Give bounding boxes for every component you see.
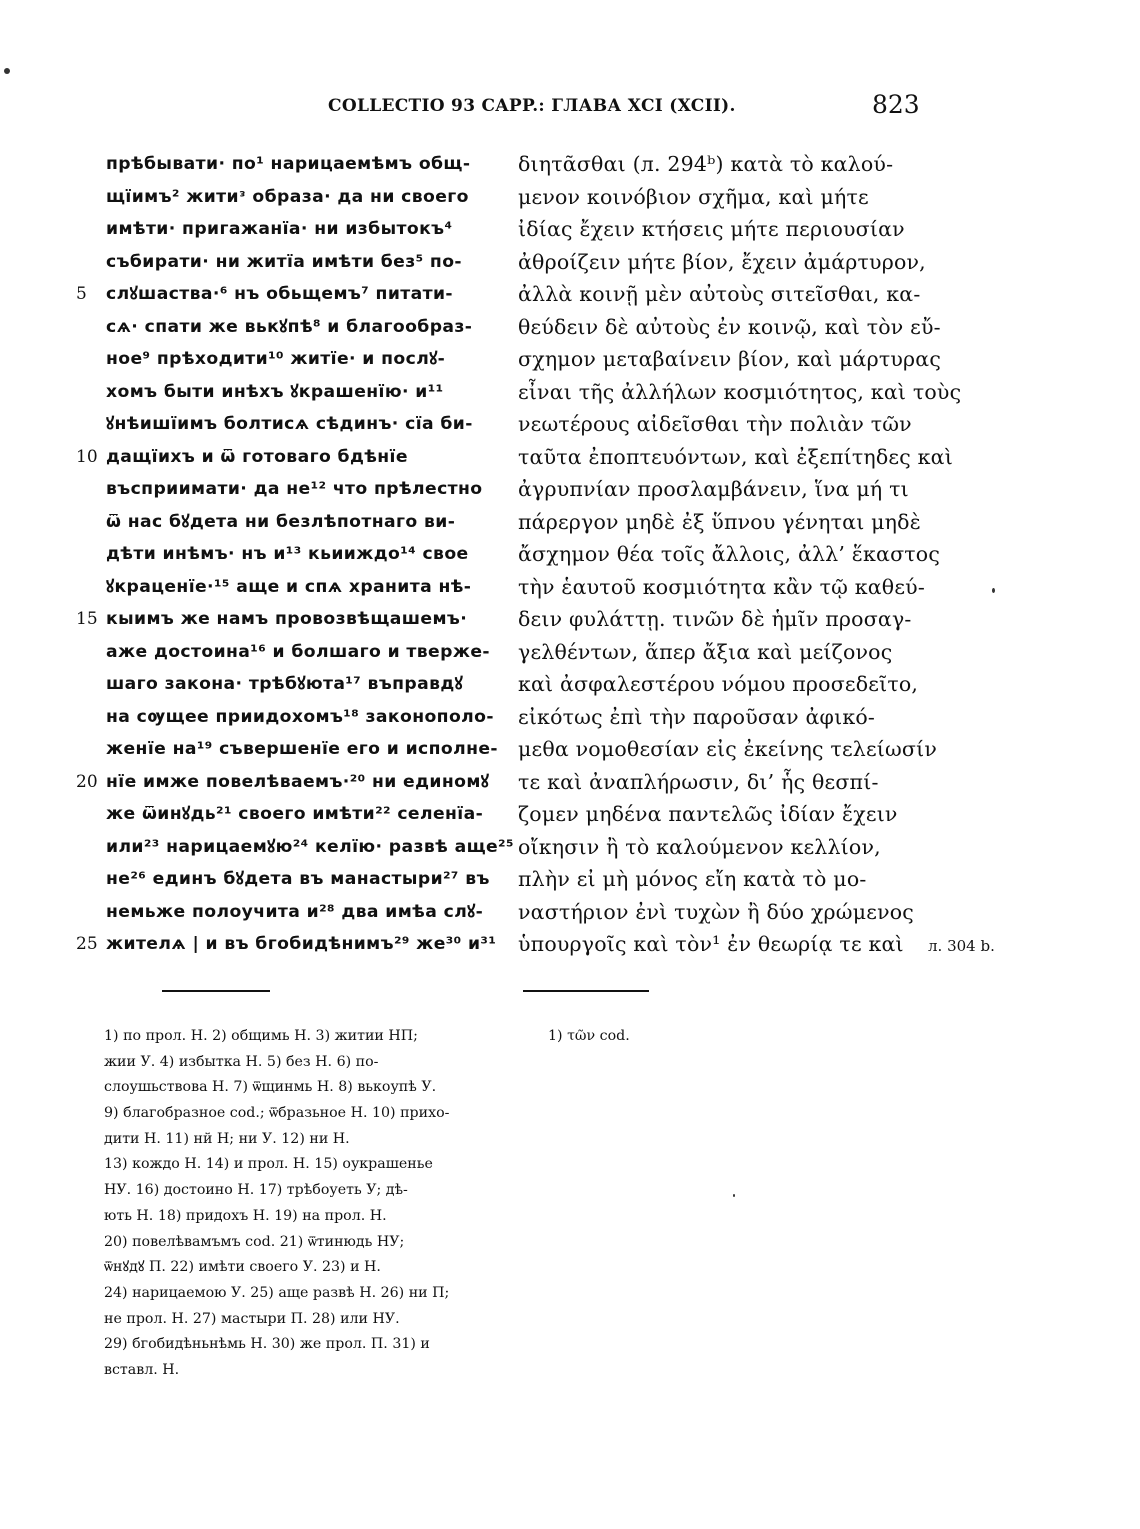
footnote-line: дити Н. 11) нй Н; ни У. 12) ни Н. — [104, 1130, 350, 1147]
footnote-separator-left — [162, 990, 270, 992]
text-line: εἶναι τῆς ἀλλήλων κοσμιότητος, καὶ τοὺς — [518, 379, 962, 404]
text-line — [106, 473, 500, 506]
footnote-line: ѿнꙋдꙋ П. 22) имѣти своего У. 23) и Н. — [104, 1259, 381, 1276]
line-text: дѣти инѣмъ· нъ и¹³ кьииждо¹⁴ свое — [106, 544, 469, 564]
footnote-line: 29) бгобидѣньнѣмь Н. 30) же прол. П. 31) и — [104, 1336, 430, 1353]
footnote-line: 24) нарицаемою У. 25) аще развѣ Н. 26) ни П; — [104, 1284, 450, 1301]
line-text: щїимъ² житиᵌ образа· да ни своего — [106, 186, 469, 207]
line-text: събирати· ни житїа имѣти без⁵ по- — [106, 251, 462, 272]
text-line: εἰκότως ἐπὶ τὴν παροῦσαν ἀφικό- — [518, 704, 876, 729]
footnote-line: жии У. 4) избытка Н. 5) без Н. 6) по- — [104, 1053, 379, 1070]
text-line: ταῦτα ἐποπτευόντων, καὶ ἐξεπίτηδες καὶ — [518, 444, 953, 469]
text-line — [106, 571, 500, 604]
text-line: νεωτέρους αἰδεῖσθαι τὴν πολιὰν τῶν — [518, 412, 912, 436]
footnote-line: 1) по прол. Н. 2) общимь Н. 3) житии НП; — [104, 1028, 418, 1044]
line-text: нїе имже повелѣваемъ·²⁰ ни единомꙋ — [106, 771, 490, 792]
footnote-line: слоушьствова Н. 7) ѿщинмь Н. 8) вькоупѣ У. — [104, 1079, 437, 1096]
slavonic-text-column — [76, 148, 514, 961]
footnote-separator-right — [523, 990, 649, 992]
line-text: немьже полоучита и²⁸ два имѣа слꙋ- — [106, 901, 484, 922]
slavonic-footnotes — [104, 1024, 500, 1384]
line-number: 25 — [76, 934, 98, 954]
footnote-line: 13) кождо Н. 14) и прол. Н. 15) оукрашенье — [104, 1156, 433, 1173]
line-number: 15 — [76, 609, 98, 629]
text-line: καὶ ἀσφαλεστέρου νόμου προσεδεῖτο, — [518, 672, 919, 696]
text-line: τε καὶ ἀναπλήρωσιν, δι’ ἧς θεσπί- — [518, 769, 879, 794]
text-line: πλὴν εἰ μὴ μόνος εἴη κατὰ τὸ μο- — [518, 867, 867, 891]
line-text: въсприимати· да не¹² что прѣлестно — [106, 479, 483, 499]
text-line — [106, 863, 500, 896]
text-line — [76, 441, 500, 474]
text-line: ζομεν μηδένα παντελῶς ἰδίαν ἔχειν — [518, 802, 898, 826]
text-line: δειν φυλάττῃ. τινῶν δὲ ἡμῖν προσαγ- — [518, 607, 912, 631]
running-header-title: COLLECTIO 93 CAPP.: ГЛАВА XCI (XCII). — [328, 96, 736, 116]
line-text: ѿ нас бꙋдета ни безлѣпотнаго ви- — [106, 511, 456, 532]
text-line: ἀθροίζειν μήτε βίον, ἔχειν ἀμάρτυρον, — [518, 249, 926, 274]
text-line — [76, 278, 500, 311]
line-text: не²⁶ единъ бꙋдета въ манастыри²⁷ въ — [106, 869, 490, 889]
text-line — [106, 408, 500, 441]
line-text: на сѹщее приидохомъ¹⁸ законополо- — [106, 706, 494, 727]
footnote-line: 20) повелѣвамъмъ cod. 21) ѿтинюдь НУ; — [104, 1233, 405, 1250]
text-line: γελθέντων, ἅπερ ἄξια καὶ μείζονος — [518, 639, 893, 664]
text-line — [106, 733, 500, 766]
text-line — [106, 181, 500, 214]
line-number: 20 — [76, 771, 98, 792]
line-text: сѧ· спати же вькꙋпѣ⁸ и благообраз- — [106, 316, 473, 337]
text-line — [106, 636, 500, 669]
text-line — [106, 343, 500, 376]
line-text: прѣбывати· по¹ нарицаемѣмъ общ- — [106, 154, 471, 174]
text-line: σχημον μεταβαίνειν βίον, καὶ μάρτυρας — [518, 347, 942, 371]
line-text: кыимъ же намъ провозвѣщашемъ· — [106, 609, 468, 629]
text-line: οἴκησιν ἢ τὸ καλούμενον κελλίον, — [518, 834, 881, 859]
text-line: ἄσχημον θέα τοῖς ἄλλοις, ἀλλ’ ἕκαστος — [518, 542, 941, 566]
line-text: ꙋнѣишїимъ болтисѧ сѣдинъ· сїа би- — [106, 414, 473, 434]
text-line — [106, 798, 500, 831]
text-line — [76, 766, 500, 799]
text-line — [106, 701, 500, 734]
text-line: ἀγρυπνίαν προσλαμβάνειν, ἵνα μή τι — [518, 477, 909, 501]
line-text: жителѧ | и въ бгобидѣнимъ²⁹ же³⁰ и³¹ — [106, 934, 497, 954]
page-number: 823 — [872, 90, 920, 119]
text-line — [106, 246, 500, 279]
line-text: ꙋкраценїе·¹⁵ аще и спѧ хранита нѣ- — [106, 576, 472, 597]
text-line — [106, 311, 500, 344]
line-text: ное⁹ прѣходити¹⁰ житїе· и послꙋ- — [106, 349, 446, 369]
greek-footnote: 1) τῶν cod. — [548, 1028, 630, 1044]
line-text: или²³ нарицаемꙋю²⁴ келїю· развѣ аще²⁵ — [106, 836, 514, 857]
line-number: 5 — [76, 284, 87, 304]
line-text: шаго закона· трѣбꙋюта¹⁷ въправдꙋ — [106, 674, 464, 694]
text-line — [106, 896, 500, 929]
text-line: διητᾶσθαι (л. 294ᵇ) κατὰ τὸ καλού- — [518, 152, 894, 176]
footnote-line: не прол. Н. 27) мастыри П. 28) или НУ. — [104, 1310, 400, 1327]
scan-speck — [992, 588, 995, 593]
text-line — [106, 538, 500, 571]
text-line: ἰδίας ἔχειν κτήσεις μήτε περιουσίαν — [518, 217, 905, 241]
line-number: 10 — [76, 446, 98, 467]
text-line: ἀλλὰ κοινῇ μὲν αὐτοὺς σιτεῖσθαι, κα- — [518, 282, 921, 306]
line-text: хомъ быти инѣхъ ꙋкрашенїю· и¹¹ — [106, 381, 444, 402]
text-line: πάρεργον μηδὲ ἐξ ὕπνου γένηται μηδὲ — [518, 509, 921, 534]
text-line — [106, 668, 500, 701]
line-text: дащїихъ и ѿ готоваго бдѣнїе — [106, 446, 408, 467]
text-line: μενον κοινόβιον σχῆμα, καὶ μήτε — [518, 184, 869, 209]
text-line — [76, 928, 500, 961]
text-line — [76, 603, 500, 636]
text-line — [106, 148, 500, 181]
text-line — [106, 213, 500, 246]
footnote-line: НУ. 16) достоино Н. 17) трѣбоуеть У; дѣ- — [104, 1182, 408, 1199]
scan-speck — [733, 1194, 735, 1197]
footnote-line: 9) благобразное cod.; ѿбразьное Н. 10) прихо- — [104, 1105, 450, 1122]
line-text: женїе на¹⁹ съвершенїе его и исполне- — [106, 739, 498, 759]
text-line — [106, 506, 500, 539]
footnote-line: вставл. Н. — [104, 1361, 180, 1378]
text-line: τὴν ἑαυτοῦ κοσμιότητα κἂν τῷ καθεύ- — [518, 574, 925, 599]
scan-speck — [4, 68, 10, 74]
footnote-line: ють Н. 18) придохъ Н. 19) на прол. Н. — [104, 1207, 387, 1224]
line-text: слꙋшаства·⁶ нъ обьщемъ⁷ питати- — [106, 284, 453, 304]
text-line: θεύδειν δὲ αὐτοὺς ἐν κοινῷ, καὶ τὸν εὔ- — [518, 314, 941, 339]
line-text: имѣти· пригажанїа· ни избытокъ⁴ — [106, 219, 453, 239]
text-line — [106, 831, 514, 864]
line-text: же ѿинꙋдь²¹ своего имѣти²² селенїа- — [106, 804, 484, 824]
line-text: аже достоина¹⁶ и болшаго и тверже- — [106, 641, 490, 662]
text-line: ὑπουργοῖς καὶ τὸν¹ ἐν θεωρίᾳ τε καὶ — [518, 932, 904, 956]
margin-folio-note: л. 304 b. — [928, 937, 995, 955]
text-line: ναστήριον ἐνὶ τυχὼν ἢ δύο χρώμενος — [518, 899, 914, 924]
text-line — [106, 376, 500, 409]
text-line: μεθα νομοθεσίαν εἰς ἐκείνης τελείωσίν — [518, 737, 938, 761]
